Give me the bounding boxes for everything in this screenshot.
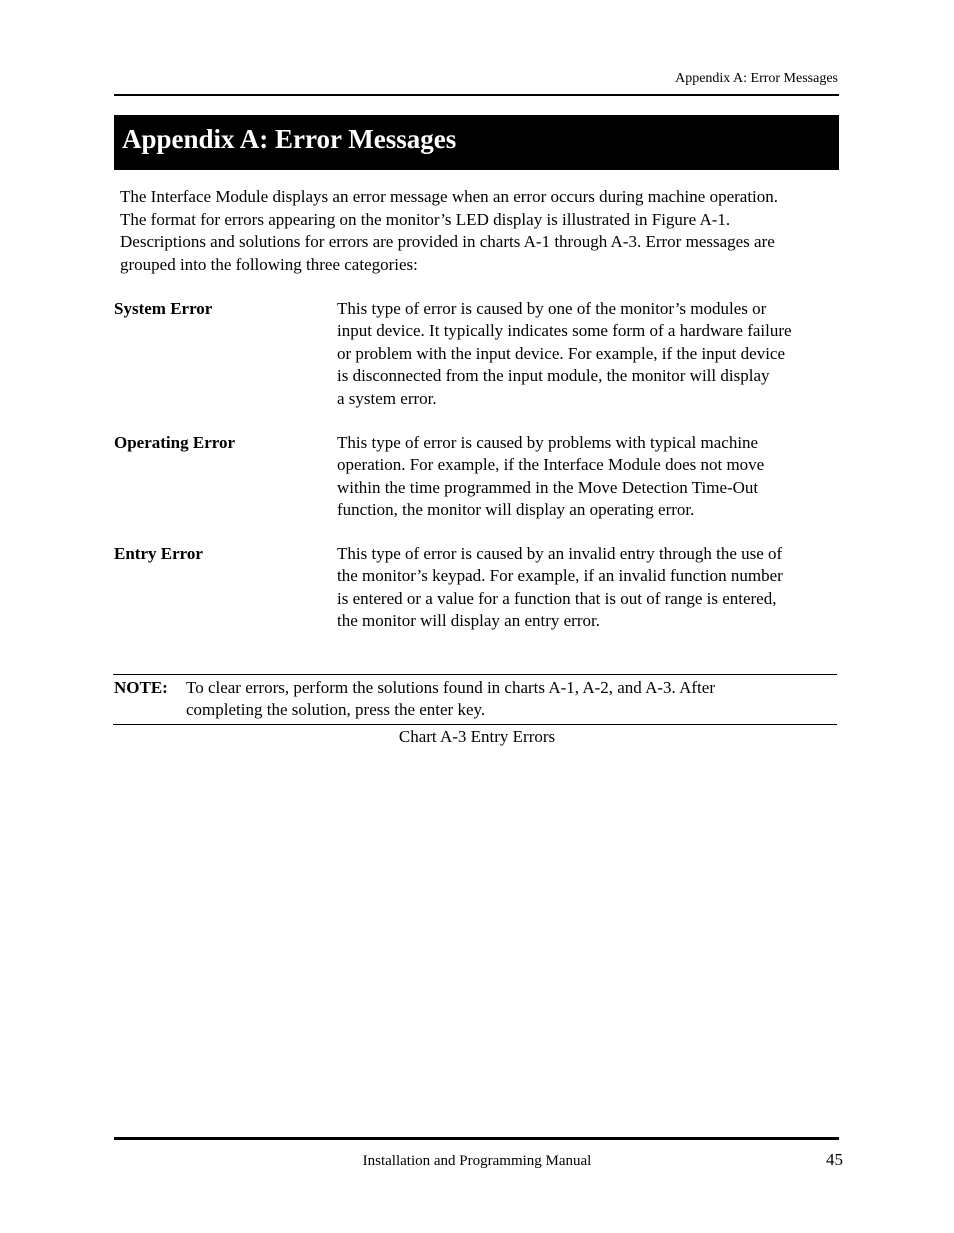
running-header: Appendix A: Error Messages (675, 71, 838, 86)
page-title: Appendix A: Error Messages (122, 124, 457, 154)
description-line: is disconnected from the input module, the monitor will display (337, 366, 770, 386)
description-line: a system error. (337, 388, 437, 408)
intro-line: grouped into the following three categories: (120, 254, 418, 274)
description-line: within the time programmed in the Move Detection Time-Out (337, 477, 759, 497)
description-line: input device. It typically indicates some form of a hardware failure (337, 321, 792, 341)
category-description (337, 543, 783, 633)
description-line: the monitor will display an entry error. (337, 611, 600, 631)
description-line: the monitor’s keypad. For example, if an invalid function number (337, 566, 783, 586)
note-line: To clear errors, perform the solutions found in charts A-1, A-2, and A-3. After (186, 678, 715, 697)
description-line: is entered or a value for a function that is out of range is entered, (337, 588, 777, 608)
description-line: This type of error is caused by problems with typical machine (337, 433, 759, 452)
note-rule-bottom (113, 724, 837, 725)
intro-paragraph (120, 186, 845, 276)
intro-line: Descriptions and solutions for errors are provided in charts A-1 through A-3. Error messages are (120, 232, 775, 251)
note-label: NOTE: (114, 678, 168, 697)
category-term: System Error (114, 299, 213, 318)
category-term: Operating Error (114, 433, 236, 452)
category-description (337, 432, 764, 522)
description-line: operation. For example, if the Interface Module does not move (337, 455, 765, 475)
description-line: This type of error is caused by one of the monitor’s modules or (337, 299, 767, 318)
note-text (186, 677, 715, 722)
header-rule (114, 94, 839, 96)
footer-rule (114, 1137, 839, 1140)
category-term: Entry Error (114, 544, 203, 563)
intro-line: The Interface Module displays an error message when an error occurs during machine operation. (120, 187, 779, 206)
intro-line: The format for errors appearing on the monitor’s LED display is illustrated in Figure A-1. (120, 209, 731, 229)
description-line: or problem with the input device. For example, if the input device (337, 343, 786, 363)
description-line: function, the monitor will display an operating error. (337, 500, 695, 520)
chart-caption: Chart A-3 Entry Errors (398, 727, 556, 746)
description-line: This type of error is caused by an invalid entry through the use of (337, 544, 783, 563)
title-bar (114, 115, 839, 170)
footer-manual-title: Installation and Programming Manual (362, 1153, 592, 1169)
note-line: completing the solution, press the enter key. (186, 700, 486, 720)
page-number: 45 (826, 1150, 843, 1169)
note-rule-top (113, 674, 837, 675)
category-description (337, 298, 792, 410)
